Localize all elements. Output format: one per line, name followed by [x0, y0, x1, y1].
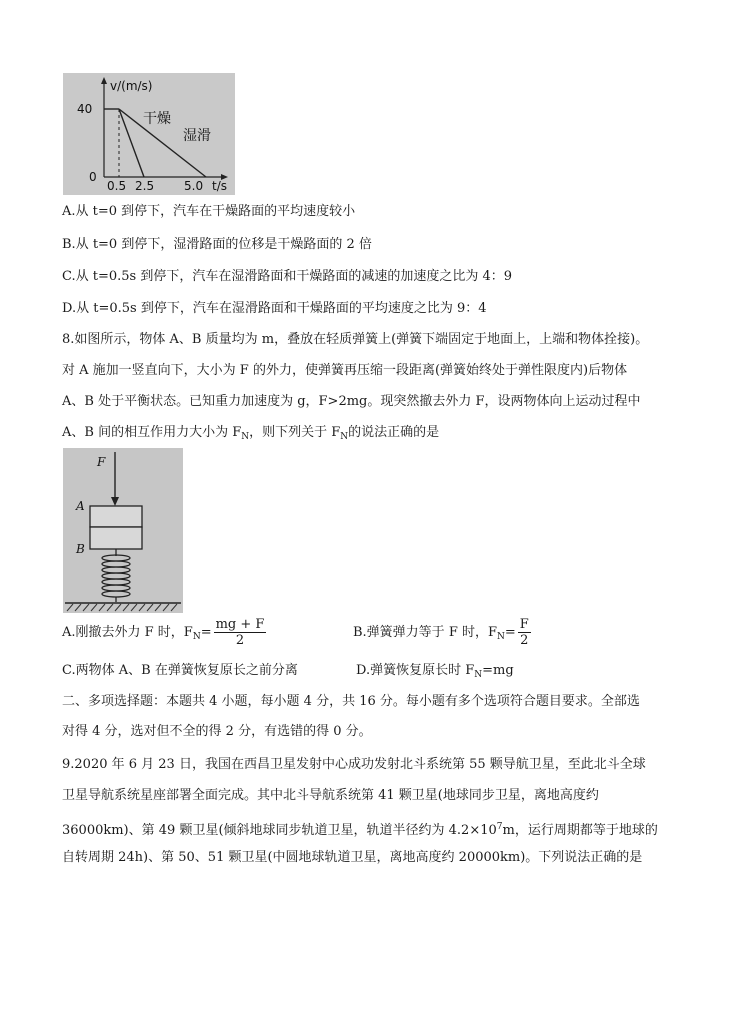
q8-d-pre: D.弹簧恢复原长时 F [356, 663, 475, 678]
q8-d-post: =mg [482, 663, 514, 678]
block-a [90, 506, 142, 527]
q8-option-d [356, 662, 514, 684]
q8-option-a [62, 616, 268, 654]
dry-label: 干燥 [143, 111, 171, 127]
q9-line3-post: m，运行周期都等于地球的 [502, 823, 658, 838]
sub-n: N [340, 432, 349, 442]
q8-b-eq: = [504, 625, 516, 640]
q8-option-c: C.两物体 A、B 在弹簧恢复原长之前分离 [62, 663, 298, 678]
q8-a-denominator: 2 [235, 633, 245, 648]
block-b [90, 527, 142, 549]
sub-n: N [497, 632, 505, 642]
q8-b-pre: B.弹簧弹力等于 F 时，F [353, 625, 497, 640]
sub-n: N [192, 632, 201, 642]
q8-a-fraction [214, 617, 267, 648]
q8-stem-line-2: 对 A 施加一竖直向下，大小为 F 的外力，使弹簧再压缩一段距离(弹簧始终处于弹性限度内)后物体 [62, 363, 628, 378]
q9-line-2: 卫星导航系统星座部署全面完成。其中北斗导航系统第 41 颗卫星(地球同步卫星，离地高度约 [62, 788, 599, 803]
q8-stem-line-4 [62, 424, 439, 446]
q7-option-b: B.从 t=0 到停下，湿滑路面的位移是干燥路面的 2 倍 [62, 237, 372, 252]
q9-line3-pre: 36000km)、第 49 颗卫星(倾斜地球同步轨道卫星，轨道半径约为 4.2×10 [62, 823, 497, 838]
spring-blocks-figure [63, 448, 183, 613]
q9-line-1: 9.2020 年 6 月 23 日，我国在西昌卫星发射中心成功发射北斗系统第 55 颗导航卫星，至此北斗全球 [62, 757, 646, 772]
section2-line-1: 二、多项选择题：本题共 4 小题，每小题 4 分，共 16 分。每小题有多个选项符合题目要求。全部选 [62, 694, 640, 709]
q8-b-fraction [518, 617, 531, 648]
y-tick-40: 40 [77, 102, 93, 116]
x-tick-2-5: 2.5 [135, 179, 155, 193]
q8-b-numerator: F [519, 617, 529, 632]
q7-option-d: D.从 t=0.5s 到停下，汽车在湿滑路面和干燥路面的平均速度之比为 9：4 [62, 301, 487, 316]
label-b: B [76, 542, 85, 556]
x-tick-5-0: 5.0 [184, 179, 204, 193]
velocity-time-graph [63, 73, 235, 195]
x-axis-label: t/s [212, 179, 227, 193]
q8-a-pre: A.刚撤去外力 F 时，F [62, 625, 193, 640]
x-tick-0-5: 0.5 [107, 179, 127, 193]
vt-graph-svg [63, 73, 235, 195]
sub-n: N [474, 670, 483, 680]
q8-option-b [353, 616, 533, 654]
q9-line-3 [62, 818, 658, 840]
origin-label: 0 [89, 170, 97, 184]
q8-a-eq: = [200, 625, 212, 640]
q8-line4-mid: ，则下列关于 F [249, 425, 341, 440]
q8-line4-pre: A、B 间的相互作用力大小为 F [62, 425, 242, 440]
q8-a-numerator: mg + F [215, 617, 265, 632]
q8-stem-line-3: A、B 处于平衡状态。已知重力加速度为 g，F>2mg。现突然撤去外力 F，设两物体向上运动过程中 [62, 394, 641, 409]
sub-n: N [241, 432, 250, 442]
q8-stem-line-1: 8.如图所示，物体 A、B 质量均为 m，叠放在轻质弹簧上(弹簧下端固定于地面上，上端和物体拴接)。 [62, 332, 649, 347]
q8-line4-post: 的说法正确的是 [348, 425, 440, 440]
label-f: F [97, 455, 106, 469]
y-axis-label: v/(m/s) [110, 79, 153, 93]
q7-option-c: C.从 t=0.5s 到停下，汽车在湿滑路面和干燥路面的减速的加速度之比为 4：9 [62, 269, 513, 284]
section2-line-2: 对得 4 分，选对但不全的得 2 分，有选错的得 0 分。 [62, 724, 372, 739]
q8-b-denominator: 2 [520, 633, 529, 648]
spring-figure-svg [63, 448, 183, 613]
q9-line-4: 自转周期 24h)、第 50、51 颗卫星(中圆地球轨道卫星，离地高度约 20000km)。下列说法正确的是 [62, 850, 643, 865]
wet-label: 湿滑 [183, 128, 211, 144]
label-a: A [76, 499, 85, 513]
q9-exponent: 7 [496, 822, 503, 832]
q7-option-a: A.从 t=0 到停下，汽车在干燥路面的平均速度较小 [62, 204, 356, 219]
